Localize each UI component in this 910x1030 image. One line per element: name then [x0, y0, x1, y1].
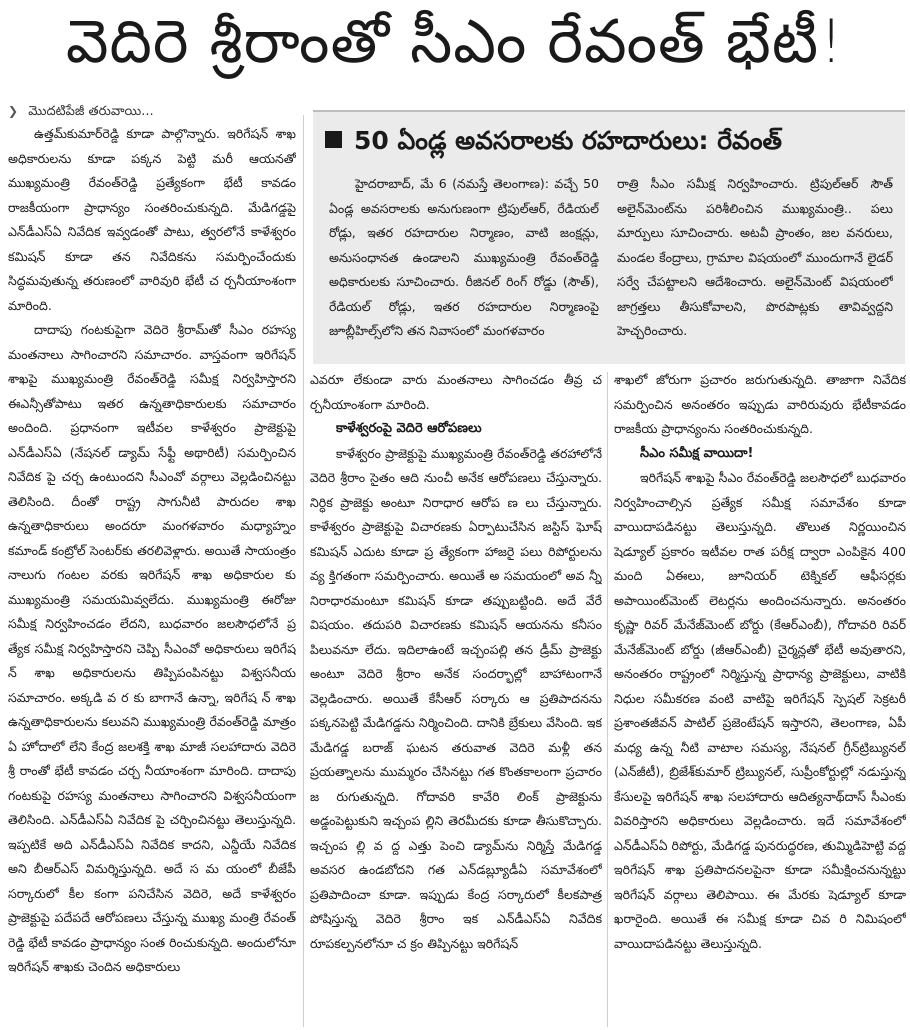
- column-divider: [607, 372, 608, 1027]
- paragraph: ఇరిగేషన్ శాఖపై సీఎం రేవంత్‌రెడ్డి జలసౌధలో బుధవారం నిర్వహించాల్సిన ప్రత్యేక సమీక్ష సమావేశం కూడా వాయిదాపడినట్టు తెలుస్తున్నది. తొలుత నిర్ణయించిన షెడ్యూల్ ప్రకారం ఇటీవల రాత పరీక్ష ద్వారా ఎంపికైన 400 మంది ఏఈలు, జూనియర్ టెక్నికల్ ఆఫీసర్లకు అపాయింట్‌మెంట్ లెటర్లను అందించనున్నారు. అనంతరం కృష్ణా రివర్ మేనేజ్‌మెంట్ బోర్డు (కేఆర్‌ఎంబీ), గోదావరి రివర్ మేనేజ్‌మెంట్ బోర్డు (జీఆర్‌ఎంబీ) చైర్మన్లతో భేటీ అవుతారని, అనంతరం రాష్ట్రంలో నిర్మిస్తున్న ప్రాధాన్య ప్రాజెక్టులు, వాటికి నిధుల సమీకరణ వంటి వాటిపై ఇరిగేషన్ స్పెషల్ సెక్రటరీ ప్రశాంతజీవన్ పాటిల్ ప్రజెంటేషన్ ఇస్తారని, తెలంగాణ, ఏపీ మధ్య ఉన్న నీటి వాటాల సమస్య, నేషనల్ గ్రీన్‌ట్రిబ్యునల్ (ఎన్‌జీటీ), బ్రిజేశ్‌కుమార్ ట్రిబ్యునల్, సుప్రీంకోర్టుల్లో నడుస్తున్న కేసులపై ఇరిగేషన్ శాఖ సలహాదారు ఆదిత్యనాథ్‌దాస్ సీఎంకు వివరిస్తారని అధికారులు వెల్లడించారు. ఇదే సమావేశంలో ఎన్‌డీఎస్‌ఏ రిపోర్టు, మేడిగడ్డ పునరుద్ధరణ, తుమ్మిడిహెట్టి వద్ద ఇరిగేషన్ శాఖ ప్రతిపాదనలపైనా కూడా సమీక్షించనున్నట్టు ఇరిగేషన్ వర్గాలు తెలిపాయి. ఈ మేరకు షెడ్యూల్ కూడా ఖరారైంది. అయితే ఈ సమీక్ష కూడా చివ రి నిమిషంలో వాయిదాపడినట్టు తెలుస్తున్నది.: [614, 470, 906, 951]
- box-column-right: [617, 172, 893, 360]
- column-divider: [303, 115, 304, 1027]
- paragraph: శాఖలో జోరుగా ప్రచారం జరుగుతున్నది. తాజాగా నివేదిక సమర్పించిన అనంతరం ఇప్పుడు వారిరువురు భేటీకావడం రాజకీయ ప్రాధాన్యంను సంతరించుకున్నది.: [614, 372, 906, 436]
- article-column-3: [614, 368, 906, 1027]
- paragraph: హైదరాబాద్, మే 6 (నమస్తే తెలంగాణ): వచ్చే 50 ఏండ్ల అవసరాలకు అనుగుణంగా ట్రిపుల్‌ఆర్, రేడియల్ రోడ్లు, ఇతర రహదారుల నిర్మాణం, వాటి జంక్షన్లు, అనుసంధానత ఉండాలని ముఖ్యమంత్రి రేవంత్‌రెడ్డి అధికారులకు సూచించారు. రీజినల్ రింగ్ రోడ్డు (సౌత్), రేడియల్ రోడ్లు, ఇతర రహదారుల నిర్మాణంపై జూబ్లీహిల్స్‌లోని తన నివాసంలో మంగళవారం: [329, 176, 599, 338]
- subheading: కాళేశ్వరంపై వెదిరె ఆరోపణలు: [336, 421, 482, 436]
- subheading: సీఎం సమీక్ష వాయిదా!: [640, 445, 754, 461]
- paragraph: దాదాపు గంటకుపైగా వెదిరె శ్రీరామ్‌తో సీఎం రహస్య మంతనాలు సాగించారని సమాచారం. వాస్తవంగా ఇరిగేషన్ శాఖపై ముఖ్యమంత్రి రేవంత్‌రెడ్డి సమీక్ష నిర్వహిస్తారని ఈఎన్సీతోపాటు ఇతర ఉన్నతాధికారులకు సమాచారం అందింది. ప్రధానంగా ఇటీవల కాళేశ్వరం ప్రాజెక్టుపై ఎన్‌డీఎస్‌ఏ (నేషనల్ డ్యామ్ సేఫ్టీ అథారిటీ) సమర్పించిన నివేదిక పై చర్చ ఉంటుందని సీఎంవో వర్గాలు వెల్లడించినట్టు తెలిసింది. దీంతో రాష్ట్ర సాగునీటి పారుదల శాఖ ఉన్నతాధికారులు అందరూ మంగళవారం మధ్యాహ్నం కమాండ్ కంట్రోల్ సెంటర్‌కు తరలివెళ్లారు. అయితే సాయంత్రం నాలుగు గంటల వరకు ఇరిగేషన్ శాఖ అధికారుల కు ముఖ్యమంత్రి సమయమివ్వలేదు. ముఖ్యమంత్రి ఈరోజు సమీక్ష నిర్వహించడం లేదని, బుధవారం జలసౌధలోనే ప్ర త్యేక సమీక్ష నిర్వహిస్తారని చెప్పి సీఎంవో అధికారులు ఇరిగేష న్ శాఖ అధికారులను తిప్పిపంపినట్టు విశ్వసనీయ సమాచారం. అక్కడి వ ర కు బాగానే ఉన్నా, ఇరిగేష న్ శాఖ ఉన్నతాధికారులను కలువని ముఖ్యమంత్రి రేవంత్‌రెడ్డి మాత్రం ఏ హోదాలో లేని కేంద్ర జలశక్తి శాఖ మాజీ సలహాదారు వెదిరె శ్రీ రాంతో భేటీ కావడం చర్చ నీయాంశంగా మారింది. దాదాపు గంటకుపై రహస్య మంతనాలు సాగించారని విశ్వసనీయంగా తెలిసింది. ఎన్‌డీఎస్‌ఏ నివేదిక పై చర్చించినట్టు తెలుస్తున్నది. ఇప్పటికే అది ఎన్‌డీఎస్‌ఏ నివేదిక కాదని, ఎన్డీయే నివేదిక అని బీఆర్‌ఎస్ విమర్శిస్తున్నది. అదే స మ యంలో బీజేపీ సర్కారులో కీల కంగా పనిచేసిన వెదిరె, అదే కాళేశ్వరం ప్రాజెక్టుపై పదేపదే ఆరోపణలు చేస్తున్న ముఖ్య మంత్రి రేవంత్ రెడ్డి భేటీ కావడం ప్రాధాన్యం సంత రించుకున్నది. అందులోనూ ఇరిగేషన్ శాఖకు చెందిన అధికారులు: [8, 322, 296, 974]
- box-column-left: [329, 172, 599, 360]
- headline: వెదిరె శ్రీరాంతో సీఎం రేవంత్ భేటీ!: [65, 7, 845, 77]
- square-bullet-icon: [325, 131, 342, 148]
- kicker[interactable]: [8, 104, 154, 122]
- chevron-right-icon: ❯: [8, 104, 19, 118]
- paragraph: కాళేశ్వరం ప్రాజెక్టుపై ముఖ్యమంత్రి రేవంత్‌రెడ్డి తరహాలోనే వెదిరె శ్రీరాం సైతం ఆది నుంచీ అనేక ఆరోపణలు చేస్తున్నారు. నిర్ధిక ప్రాజెక్టు అంటూ నిరాధార ఆరోప ణ లు చేస్తున్నారు. కాళేశ్వరం ప్రాజెక్టుపై విచారణకు ఏర్పాటుచేసిన జస్టిస్ ఘోష్ కమిషన్ ఎదుట కూడా ప్ర త్యేకంగా హాజరై పలు రిపోర్టులను వ్య క్తిగతంగా సమర్పించారు. అయితే అ సమయంలో అవ న్నీ నిరాధారమంటూ కమిషన్ కూడా తప్పుబట్టింది. అదే వేరే విషయం. తదుపరి విచారణకు కమిషన్ ఆయనను కనీసం పిలువనూ లేదు. ఇదిలాఉంటే ఇచ్చంపల్లి తన డ్రీమ్ ప్రాజెక్టు అంటూ వెదిరె శ్రీరాం అనేక సందర్భాల్లో బాహాటంగానే వెల్లడించారు. అయితే కేసీఆర్ సర్కారు ఆ ప్రతిపాదనను పక్కనపెట్టి మేడిగడ్డను నిర్మించింది. దానికి బ్రేకులు వేసింది. ఇక మేడిగడ్డ బరాజ్ ఘటన తరువాత వెదిరె మళ్లీ తన ప్రయత్నాలను ముమ్మరం చేసినట్టు గత కొంతకాలంగా ప్రచారం జ రుగుతున్నది. గోదావరి కావేరి లింక్ ప్రాజెక్టును అడ్డంపెట్టుకుని ఇచ్చంప ల్లిని తెరమీదకు కూడా తీసుకొచ్చారు. ఇచ్చంప ల్లి వ ద్ద ఎత్తు పెంచి డ్యామ్‌ను నిర్మిస్తే మేడిగడ్డ అవసర ఉండబోదని గత ఎన్‌డబ్ల్యూడీఏ సమావేశంలో ప్రతిపాదించా కూడా. ఇప్పుడు కేంద్ర సర్కారులో కీలకపాత్ర పోషిస్తున్న వెదిరె శ్రీరాం ఇక ఎన్‌డీఎస్‌ఏ నివేదిక రూపకల్పనలోనూ చ క్రం తిప్పినట్టు ఇరిగేషన్: [310, 445, 602, 951]
- box-title-text: 50 ఏండ్ల అవసరాలకు రహదారులు: రేవంత్: [354, 126, 782, 155]
- paragraph: రాత్రి సీఎం సమీక్ష నిర్వహించారు. ట్రిపుల్‌ఆర్ సౌత్ అలైన్‌మెంట్‌ను పరిశీలించిన ముఖ్యమంత్రి.. పలు మార్పులు సూచించారు. అటవీ ప్రాంతం, జల వనరులు, మండల కేంద్రాలు, గ్రామాల విషయంలో ముందుగానే లైడర్ సర్వే చేపట్టాలని ఆదేశించారు. అలైన్‌మెంట్ విషయంలో జాగ్రత్తలు తీసుకోవాలని, పొరపాట్లకు తావివ్వద్దని హెచ్చరించారు.: [617, 176, 893, 338]
- sidebar-box: [313, 110, 905, 364]
- paragraph: ఉత్తమ్‌కుమార్‌రెడ్డి కూడా పాల్గొన్నారు. ఇరిగేషన్ శాఖ అధికారులను కూడా పక్కన పెట్టి మరీ ఆయనతో ముఖ్యమంత్రి రేవంత్‌రెడ్డి ప్రత్యేకంగా భేటీ కావడం రాజకీయంగా ప్రాధాన్యం సంతరించుకున్నది. మేడిగడ్డపై ఎన్‌డీఎస్‌ఏ నివేదిక ఇవ్వడంతో పాటు, త్వరలోనే కాళేశ్వరం కమిషన్ కూడా తన నివేదికను సమర్పించేందుకు సిద్ధమవుతున్న తరుణంలో వారివురి భేటీ చ ర్చనీయాంశంగా మారింది.: [8, 126, 296, 313]
- article-column-2: [310, 368, 602, 1027]
- box-title: [325, 126, 895, 162]
- kicker-label: మొదటిపేజీ తరువాయి...: [28, 104, 154, 119]
- paragraph: ఎవరూ లేకుండా వారు మంతనాలు సాగించడం తీవ్ర చ ర్చనీయాంశంగా మారింది.: [310, 372, 602, 412]
- article-column-1: [8, 122, 296, 1027]
